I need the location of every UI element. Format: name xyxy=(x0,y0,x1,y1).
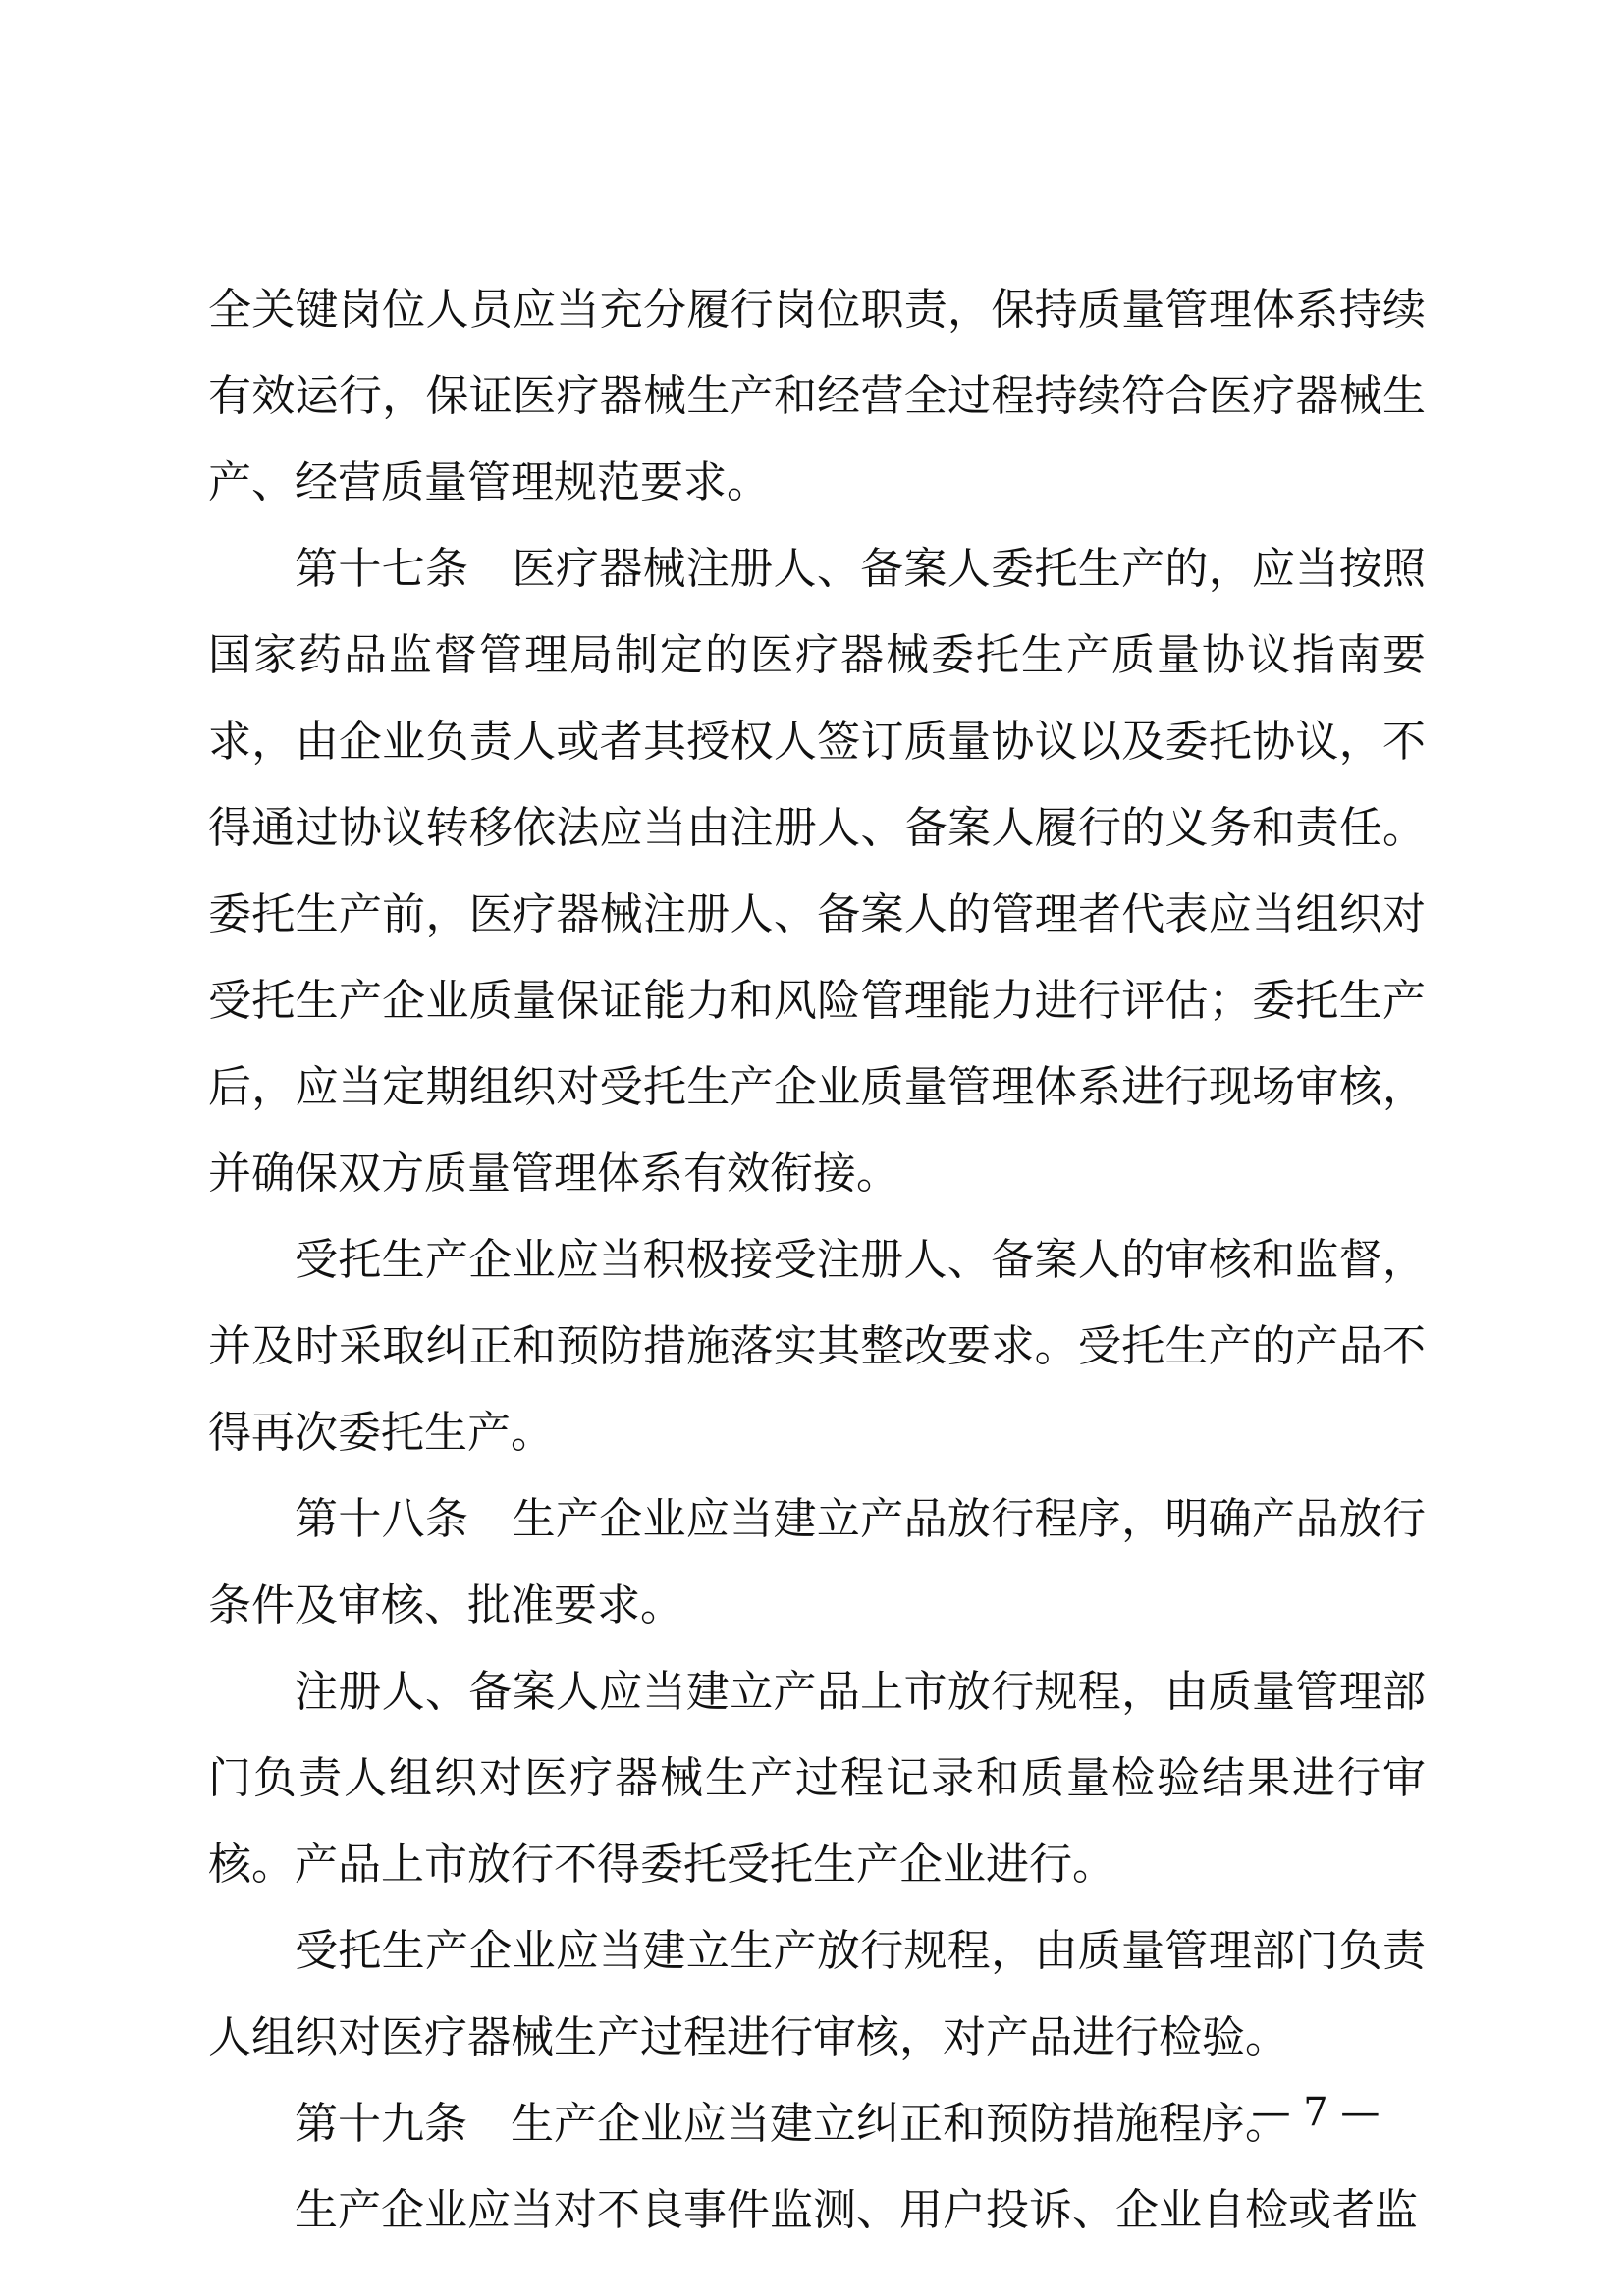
paragraph-continuation: 全关键岗位人员应当充分履行岗位职责，保持质量管理体系持续有效运行，保证医疗器械生产和经营全过程持续符合医疗器械生产、经营质量管理规范要求。 xyxy=(208,285,1426,507)
paragraph-contract-manufacturer: 受托生产企业应当积极接受注册人、备案人的审核和监督，并及时采取纠正和预防措施落实其整改要求。受托生产的产品不得再次委托生产。 xyxy=(208,1235,1426,1458)
paragraph-article-19: 第十九条 生产企业应当建立纠正和预防措施程序。 xyxy=(295,2099,1288,2149)
paragraph-article-18: 第十八条 生产企业应当建立产品放行程序，明确产品放行条件及审核、批准要求。 xyxy=(208,1494,1426,1630)
paragraph-market-release: 注册人、备案人应当建立产品上市放行规程，由质量管理部门负责人组织对医疗器械生产过程记录和质量检验结果进行审核。产品上市放行不得委托受托生产企业进行。 xyxy=(208,1667,1426,1890)
paragraph-production-release: 受托生产企业应当建立生产放行规程，由质量管理部门负责人组织对医疗器械生产过程进行审核，对产品进行检验。 xyxy=(208,1926,1426,2062)
page-number: — 7 — xyxy=(1251,2090,1380,2135)
paragraph-article-17: 第十七条 医疗器械注册人、备案人委托生产的，应当按照国家药品监督管理局制定的医疗器械委托生产质量协议指南要求，由企业负责人或者其授权人签订质量协议以及委托协议，不得通过协议转移依法应当由注册人、备案人履行的义务和责任。委托生产前，医疗器械注册人、备案人的管理者代表应当组织对受托生产企业质量保证能力和风险管理能力进行评估；委托生产后，应当定期组织对受托生产企业质量管理体系进行现场审核，并确保双方质量管理体系有效衔接。 xyxy=(208,544,1426,1199)
paragraph-adverse-events: 生产企业应当对不良事件监测、用户投诉、企业自检或者监 xyxy=(295,2185,1418,2235)
body-text xyxy=(208,267,1426,2254)
